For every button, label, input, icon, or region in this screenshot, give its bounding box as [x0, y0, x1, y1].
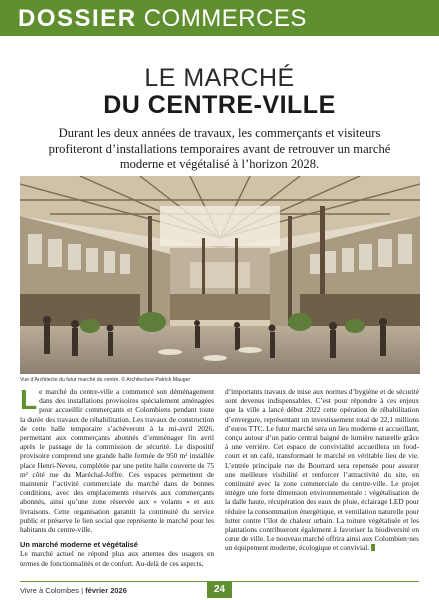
section-header-text	[18, 5, 307, 33]
page-footer	[0, 578, 439, 600]
paragraph-text: d’importants travaux de mise aux normes d’hygiène et de sécurité sont devenus indispensables. C’est pour répondre à ces enjeux que la ville a lancé début 2022 cette opération de réhabilitation d’envergure, représentant un investissement total de 22,1 millions d’euros TTC. Le futur marché sera un lieu moderne et accueillant, conçu autour d’un patio central baigné de lumière naturelle grâce à une verrière. Cet espace de convivialité accueillera un food-court et un café, transformant le marché en véritable lieu de vie. L’entrée principale rue du Bourrard sera repensée pour assurer une meilleure visibilité et renforcer l’attractivité du site, en continuité avec la zone commerciale du centre-ville. Le projet intègre une forte dimension environnementale : végétalisation de la dalle haute, récupération des eaux de pluie, éclairage LED pour réduire la consommation énergétique, et ventilation naturelle pour lutter contre l’îlot de chaleur urbain. La toiture végétalisée et les plantations contribueront également à favoriser la biodiversité en cœur de ville. Le nouveau marché offrira ainsi aux Colombien·nes un équipement moderne, écologique et convivial.	[225, 387, 419, 553]
article-paragraph	[225, 387, 419, 553]
end-mark-icon	[371, 544, 375, 551]
article-column-right	[225, 387, 419, 553]
topic-label: COMMERCES	[143, 5, 307, 32]
article-subhead: Un marché moderne et végétalisé	[20, 540, 138, 550]
publication-name: Vivre à Colombes	[20, 586, 80, 595]
footer-publication: Vivre à Colombes | février 2026	[20, 586, 127, 595]
article-paragraph	[20, 384, 214, 535]
market-architect-rendering	[20, 176, 420, 374]
paragraph-text: e marché du centre-ville a commencé son déménagement dans des installations provisoires spécialement aménagées pour accueillir commerçants et Colombiens pendant toute la durée des travaux de réhabilitation. Les travaux de construction de cette halle temporaire s’achèveront à la mi-avril 2026, permettant aux commerçants abonnés d’emménager fin avril après le passage de la commission de sécurité. Le dispositif provisoire comprend une grande halle fermée de 950 m² installée place Henri-Neveu, complétée par une petite halle couverte de 75 m² côté rue du Maréchal-Joffre. Ces espaces permettent de maintenir l’activité commerciale du marché dans de bonnes conditions, avec des emplacements réservés aux commerçants abonnés, ainsi qu’une zone réservée aux « volants » et aux livraisons. Cette organisation garantit la continuité du service public et préserve le lien social que représente le marché pour les habitants du centre-ville.	[20, 387, 214, 535]
article-title-line1: LE MARCHÉ	[144, 64, 295, 92]
article-intro: Durant les deux années de travaux, les commerçants et visiteurs profiteront d’installations temporaires avant de retrouver un marché moderne et végétalisé à l’horizon 2028.	[48, 126, 391, 171]
publication-date: février 2026	[85, 586, 127, 595]
article-column-left	[20, 384, 214, 568]
dropcap: L	[20, 384, 38, 415]
photo-caption: Vue d’Architecte du futur marché du centre. © Architecture Patrick Mauger	[20, 377, 191, 383]
article-paragraph: Le marché actuel ne répond plus aux attentes des usagers en termes de fonctionnalités et de confort. Au-delà de ces aspects,	[20, 549, 214, 568]
section-header-band	[0, 0, 439, 36]
section-label: DOSSIER	[18, 5, 137, 32]
page-number: 24	[207, 582, 232, 598]
article-title-line2: DU CENTRE-VILLE	[103, 91, 336, 119]
